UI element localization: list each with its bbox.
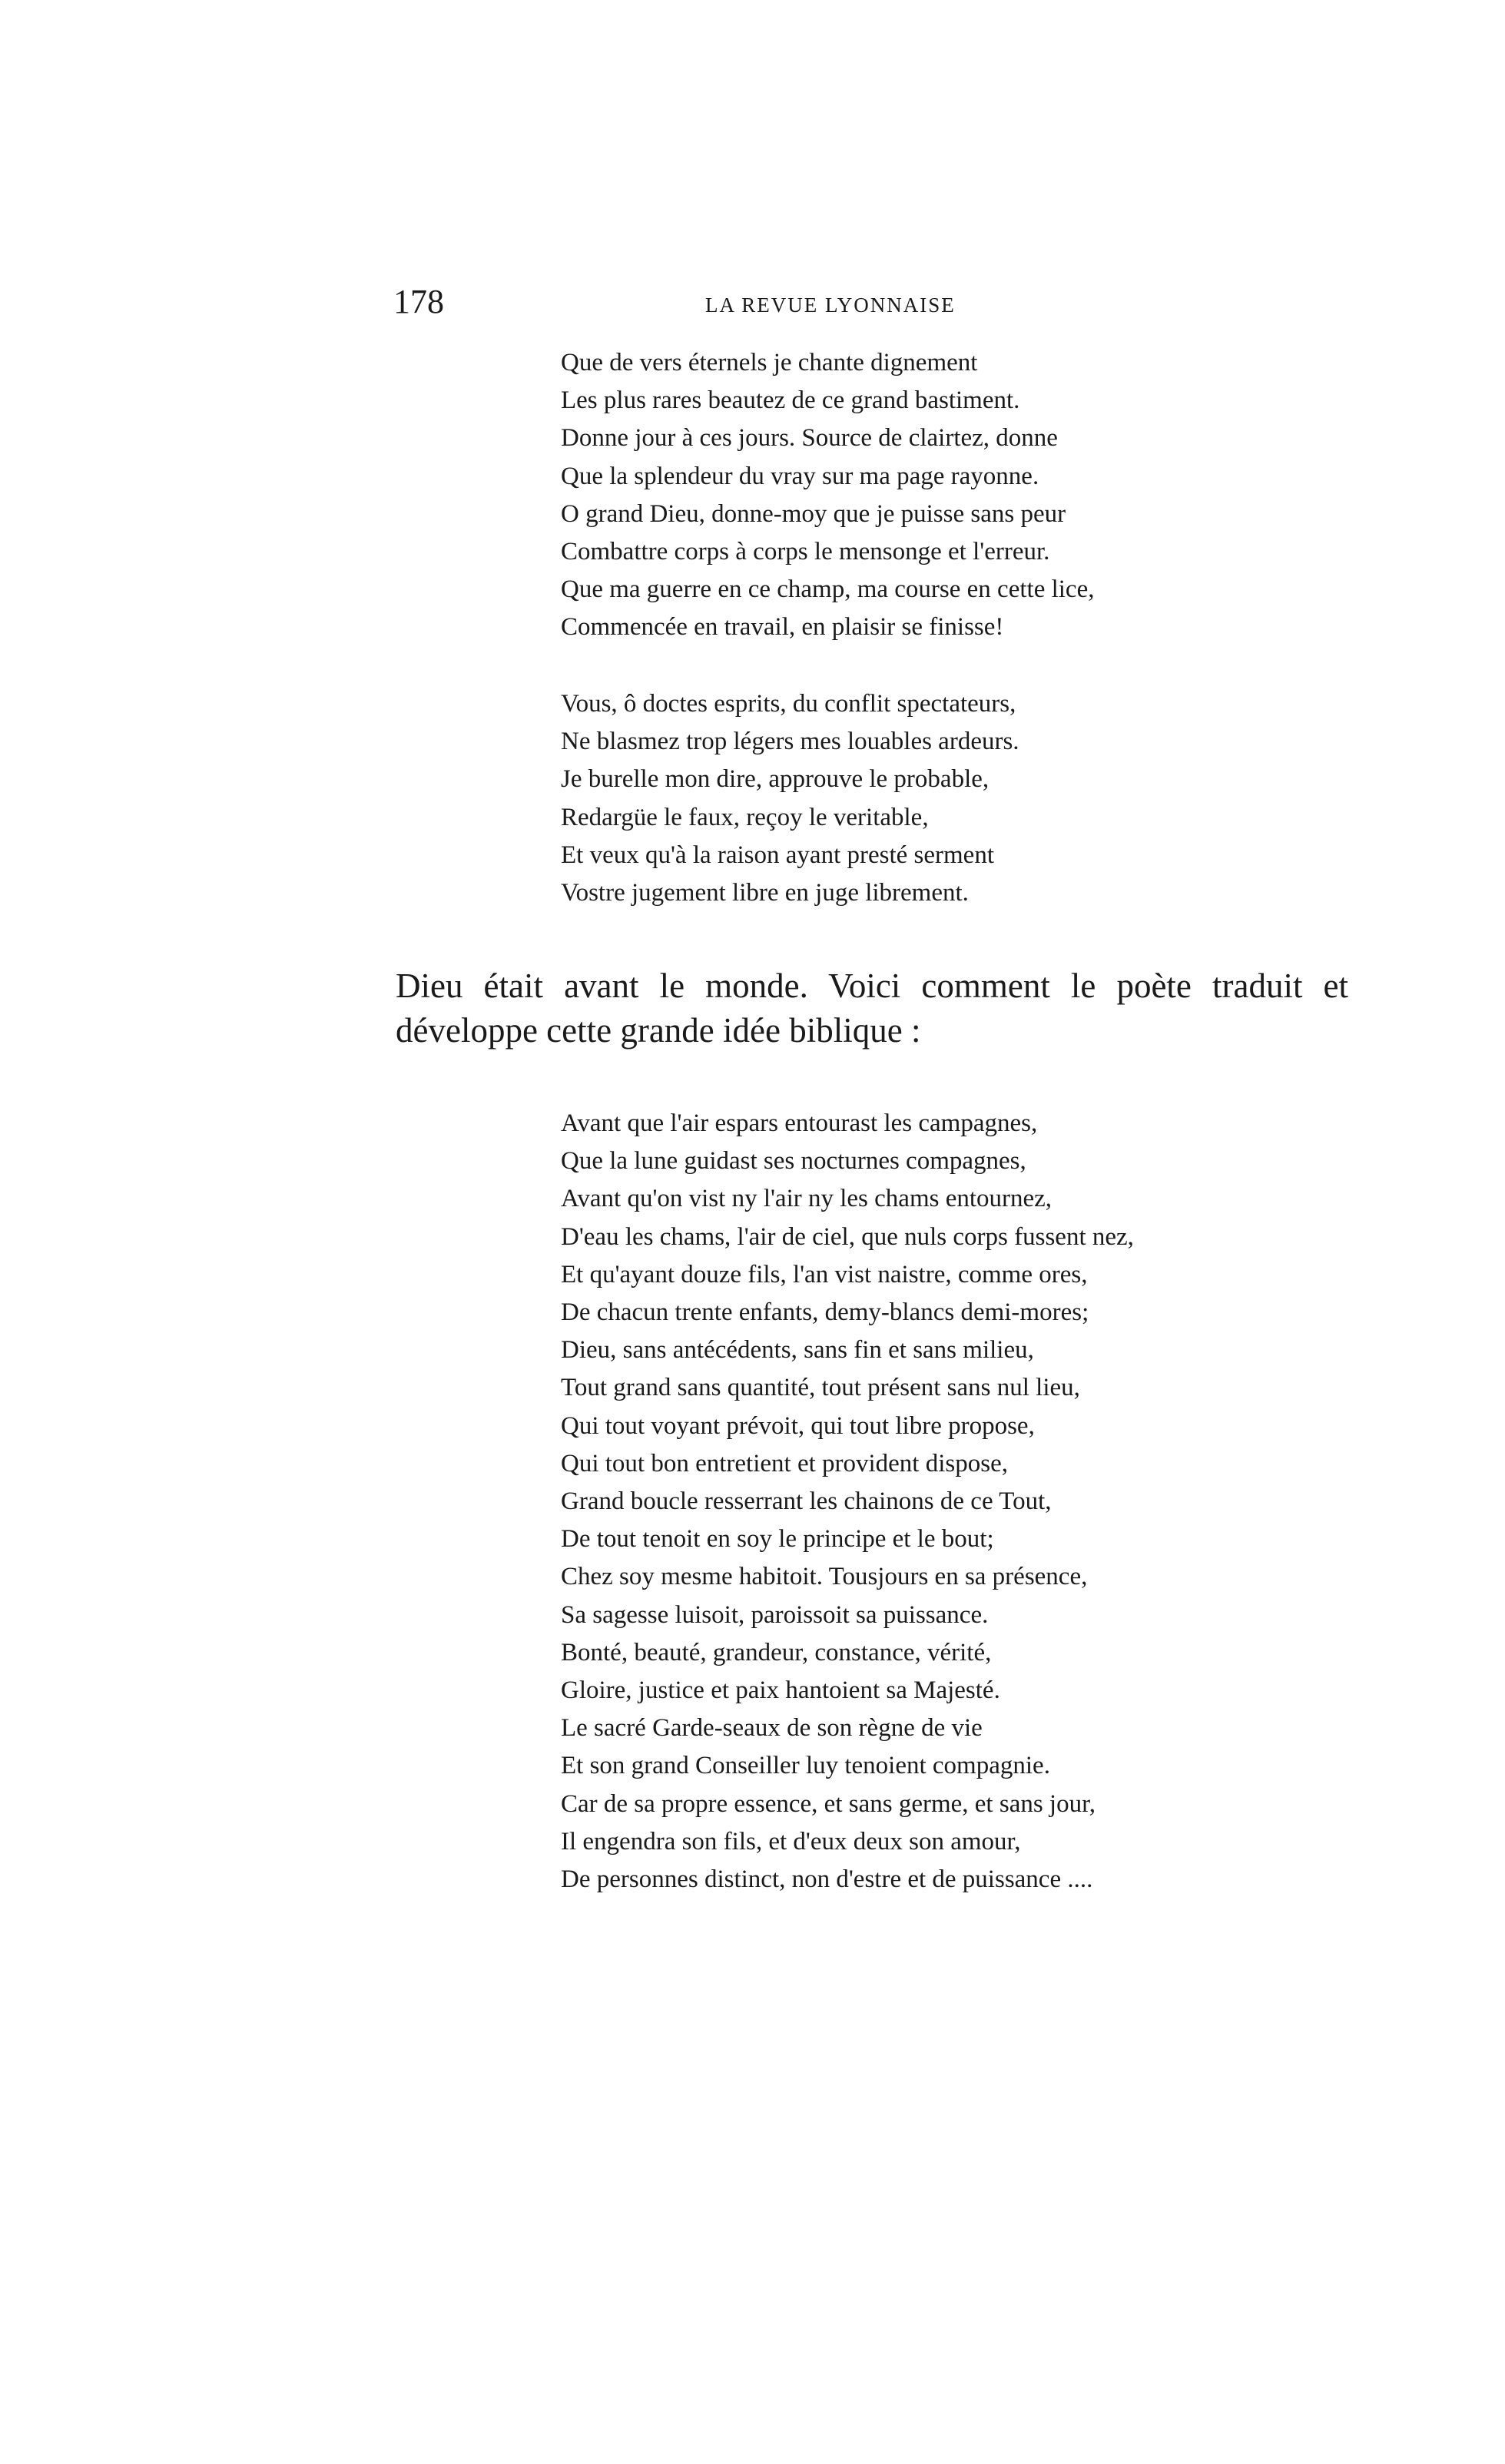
verse-line: Chez soy mesme habitoit. Tousjours en sa présence, bbox=[561, 1563, 1088, 1591]
verse-line: Grand boucle resserrant les chainons de ce Tout, bbox=[561, 1487, 1052, 1516]
verse-line: Que de vers éternels je chante dignement bbox=[561, 349, 978, 376]
verse-line: Qui tout bon entretient et provident dispose, bbox=[561, 1449, 1008, 1477]
verse-line: Vous, ô doctes esprits, du conflit spectateurs, bbox=[561, 690, 1016, 718]
page-number: 178 bbox=[393, 283, 444, 320]
verse-line: Qui tout voyant prévoit, qui tout libre propose, bbox=[561, 1411, 1035, 1440]
verse-line: Avant que l'air espars entourast les campagnes, bbox=[561, 1109, 1038, 1137]
verse-line: Combattre corps à corps le mensonge et l'erreur. bbox=[561, 538, 1050, 566]
verse-line: Le sacré Garde-seaux de son règne de vie bbox=[561, 1714, 983, 1743]
verse-line: Il engendra son fils, et d'eux deux son amour, bbox=[561, 1827, 1021, 1855]
verse-line: De personnes distinct, non d'estre et de puissance .... bbox=[561, 1865, 1093, 1894]
verse-line: Ne blasmez trop légers mes louables ardeurs. bbox=[561, 728, 1019, 756]
verse-stanza-1 bbox=[561, 344, 1094, 647]
verse-line: Vostre jugement libre en juge librement. bbox=[561, 879, 969, 907]
verse-line: D'eau les chams, l'air de ciel, que nuls corps fussent nez, bbox=[561, 1222, 1134, 1251]
verse-line: Que la lune guidast ses nocturnes compagnes, bbox=[561, 1147, 1026, 1176]
verse-line: Donne jour à ces jours. Source de clairtez, donne bbox=[561, 424, 1058, 453]
verse-line: Les plus rares beautez de ce grand bastiment. bbox=[561, 386, 1020, 415]
verse-stanza-2 bbox=[561, 685, 1019, 912]
verse-line: Gloire, justice et paix hantoient sa Majesté. bbox=[561, 1676, 1000, 1705]
verse-line: De chacun trente enfants, demy-blancs demi-mores; bbox=[561, 1298, 1089, 1327]
verse-line: De tout tenoit en soy le principe et le bout; bbox=[561, 1525, 994, 1554]
verse-line: Avant qu'on vist ny l'air ny les chams entournez, bbox=[561, 1185, 1053, 1213]
verse-line: Et veux qu'à la raison ayant presté serment bbox=[561, 841, 994, 869]
verse-line: Je burelle mon dire, approuve le probable, bbox=[561, 765, 990, 794]
verse-line: Car de sa propre essence, et sans germe, et sans jour, bbox=[561, 1789, 1096, 1818]
verse-line: Redargüe le faux, reçoy le veritable, bbox=[561, 803, 929, 831]
verse-line: Et son grand Conseiller luy tenoient compagnie. bbox=[561, 1752, 1050, 1780]
verse-line: Commencée en travail, en plaisir se finisse! bbox=[561, 613, 1004, 642]
prose-paragraph: Dieu était avant le monde. Voici comment le poète traduit et développe cette grande idée biblique : bbox=[396, 967, 1348, 1050]
verse-line: Dieu, sans antécédents, sans fin et sans milieu, bbox=[561, 1336, 1034, 1365]
verse-line: Bonté, beauté, grandeur, constance, vérité, bbox=[561, 1638, 992, 1666]
verse-stanza-3 bbox=[561, 1105, 1134, 1899]
verse-line: Que la splendeur du vray sur ma page rayonne. bbox=[561, 462, 1039, 490]
verse-line: Et qu'ayant douze fils, l'an vist naistre, comme ores, bbox=[561, 1260, 1088, 1288]
verse-line: Que ma guerre en ce champ, ma course en cette lice, bbox=[561, 575, 1095, 604]
verse-line: O grand Dieu, donne-moy que je puisse sans peur bbox=[561, 499, 1066, 528]
running-title: LA REVUE LYONNAISE bbox=[705, 293, 956, 317]
verse-line: Sa sagesse luisoit, paroissoit sa puissance. bbox=[561, 1600, 989, 1629]
verse-line: Tout grand sans quantité, tout présent sans nul lieu, bbox=[561, 1374, 1080, 1402]
